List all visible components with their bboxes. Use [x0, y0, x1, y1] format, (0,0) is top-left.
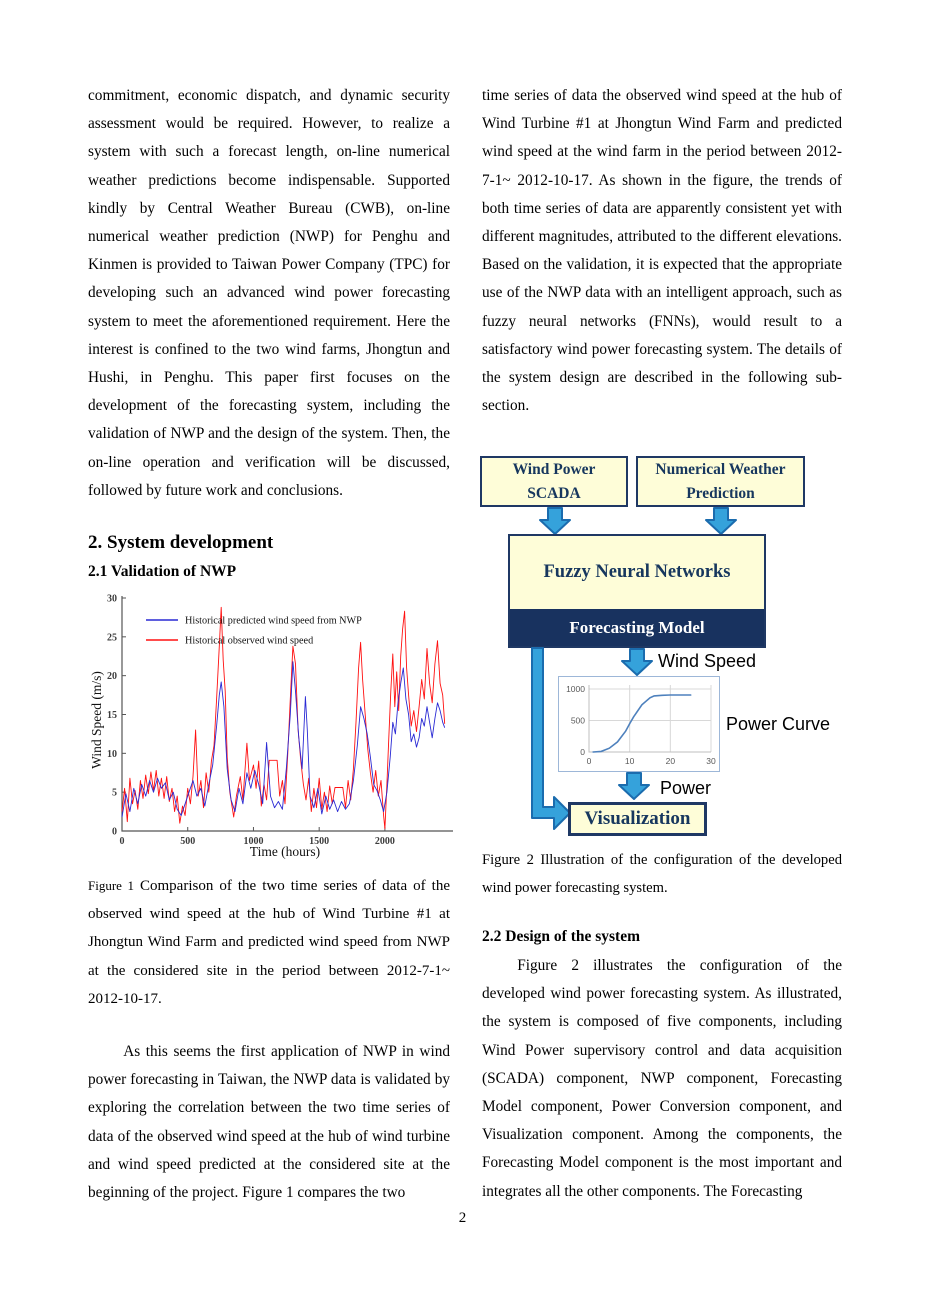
svg-text:30: 30: [706, 756, 716, 766]
diagram-box-wind-power-scada: [480, 456, 628, 507]
svg-text:20: 20: [107, 671, 117, 683]
diagram-box-visualization: [568, 802, 707, 836]
section-heading-system-development: 2. System development: [88, 532, 274, 553]
right-paragraph-1: time series of data the observed wind speed at the hub of Wind Turbine #1 at Jhongtun Wind Farm and predicted wind speed at the wind farm in the period between 2012-7-1~ 2012-10-17. As shown in the figure, the trends of both time series of data are apparently consistent yet with different magnitudes, attributed to the different elevations. Based on the validation, it is expected that the appropriate use of the NWP data with an intelligent approach, such as fuzzy neural networks (FNNs), would result to a satisfactory wind power forecasting system. The details of the system design are described in the following sub-section.: [482, 87, 842, 415]
wind-speed-label: Wind Speed: [658, 651, 757, 671]
svg-text:25: 25: [107, 632, 117, 644]
svg-text:15: 15: [107, 710, 117, 721]
svg-text:Wind Speed (m/s): Wind Speed (m/s): [89, 671, 104, 769]
subsection-heading-validation-nwp: 2.1 Validation of NWP: [88, 563, 237, 580]
svg-text:1000: 1000: [566, 684, 585, 694]
svg-text:Historical observed wind speed: Historical observed wind speed: [185, 635, 314, 647]
right-paragraph-2: Figure 2 illustrates the configuration of the developed wind power forecasting system. As illustrated, the system is composed of five components, including Wind Power supervisory control and data acquisition (SCADA) component, NWP component, Forecasting Model component, Power Conversion component, and Visualization component. Among the components, the Forecasting Model component is the most important and integrates all the other components. The Forecasting: [482, 957, 842, 1200]
diagram-fuzzy-neural-networks-label: Fuzzy Neural Networks: [543, 562, 731, 582]
svg-text:Time (hours): Time (hours): [249, 844, 321, 859]
svg-text:1000: 1000: [243, 836, 264, 847]
figure1-svg: [88, 590, 460, 866]
svg-text:30: 30: [107, 593, 117, 605]
elbow-arrow-icon: [528, 646, 572, 838]
down-arrow-icon: [704, 507, 738, 535]
power-curve-svg: [559, 677, 718, 770]
diagram-box-numerical-weather-prediction: [636, 456, 805, 507]
svg-text:0: 0: [112, 826, 117, 838]
svg-text:1500: 1500: [309, 836, 330, 847]
power-curve-label: Power Curve: [726, 714, 831, 734]
svg-text:20: 20: [665, 756, 676, 766]
svg-text:500: 500: [180, 836, 196, 847]
subsection-heading-design-of-system: 2.2 Design of the system: [482, 928, 640, 945]
svg-text:10: 10: [107, 748, 117, 760]
power-curve-panel: [558, 676, 720, 772]
svg-text:10: 10: [624, 756, 635, 766]
left-paragraph-1: commitment, economic dispatch, and dynamic security assessment would be required. However, to realize a system with such a forecast length, on-line numerical weather predictions become indispensable. Supported kindly by Central Weather Bureau (CWB), on-line numerical weather prediction (NWP) for Penghu and Kinmen is provided to Taiwan Power Company (TPC) for developing such an advanced wind power forecasting system to meet the aforementioned requirement. Here the interest is confined to the two wind farms, Jhongtun and Hushi, in Penghu. This paper first focuses on the development of the forecasting system, including the validation of NWP and the design of the system. Then, the on-line operation and verification will be discussed, followed by future work and conclusions.: [88, 87, 450, 499]
diagram-visualization-label: Visualization: [584, 808, 691, 829]
svg-text:5: 5: [112, 787, 117, 799]
figure1-caption-label: Figure 1: [88, 878, 134, 893]
figure1-chart: [88, 590, 460, 866]
figure1-caption: [88, 872, 450, 1013]
svg-text:0: 0: [586, 756, 592, 766]
figure2-diagram: [478, 450, 860, 842]
svg-text:Historical predicted wind spee: Historical predicted wind speed from NWP: [185, 615, 362, 627]
diagram-forecasting-model-label: Forecasting Model: [510, 609, 764, 646]
down-arrow-icon: [538, 507, 572, 535]
diagram-box-nwp-label: Numerical Weather Prediction: [655, 461, 786, 502]
page-number: 2: [458, 1210, 467, 1226]
svg-text:2000: 2000: [374, 836, 395, 847]
down-arrow-icon: [620, 648, 654, 676]
svg-text:0: 0: [580, 747, 585, 757]
figure1-caption-text: Comparison of the two time series of data of the observed wind speed at the hub of Wind Turbine #1 at Jhongtun Wind Farm and predicted wind speed from NWP at the considered site in the period between 2012-7-1~ 2012-10-17.: [88, 878, 450, 1007]
diagram-box-forecasting-model: [508, 534, 766, 648]
down-arrow-icon: [617, 772, 651, 800]
left-paragraph-2: As this seems the first application of NWP in wind power forecasting in Taiwan, the NWP data is validated by exploring the correlation between the two time series of data of the observed wind speed at the hub of wind turbine and wind speed predicted at the considered site at the beginning of the project. Figure 1 compares the two: [88, 1043, 450, 1202]
svg-text:0: 0: [119, 836, 125, 847]
diagram-box-wind-power-scada-label: Wind Power SCADA: [512, 461, 596, 502]
power-label: Power: [660, 778, 712, 798]
figure2-caption: Figure 2 Illustration of the configuration of the developed wind power forecasting system.: [482, 852, 842, 897]
svg-text:500: 500: [570, 715, 585, 726]
